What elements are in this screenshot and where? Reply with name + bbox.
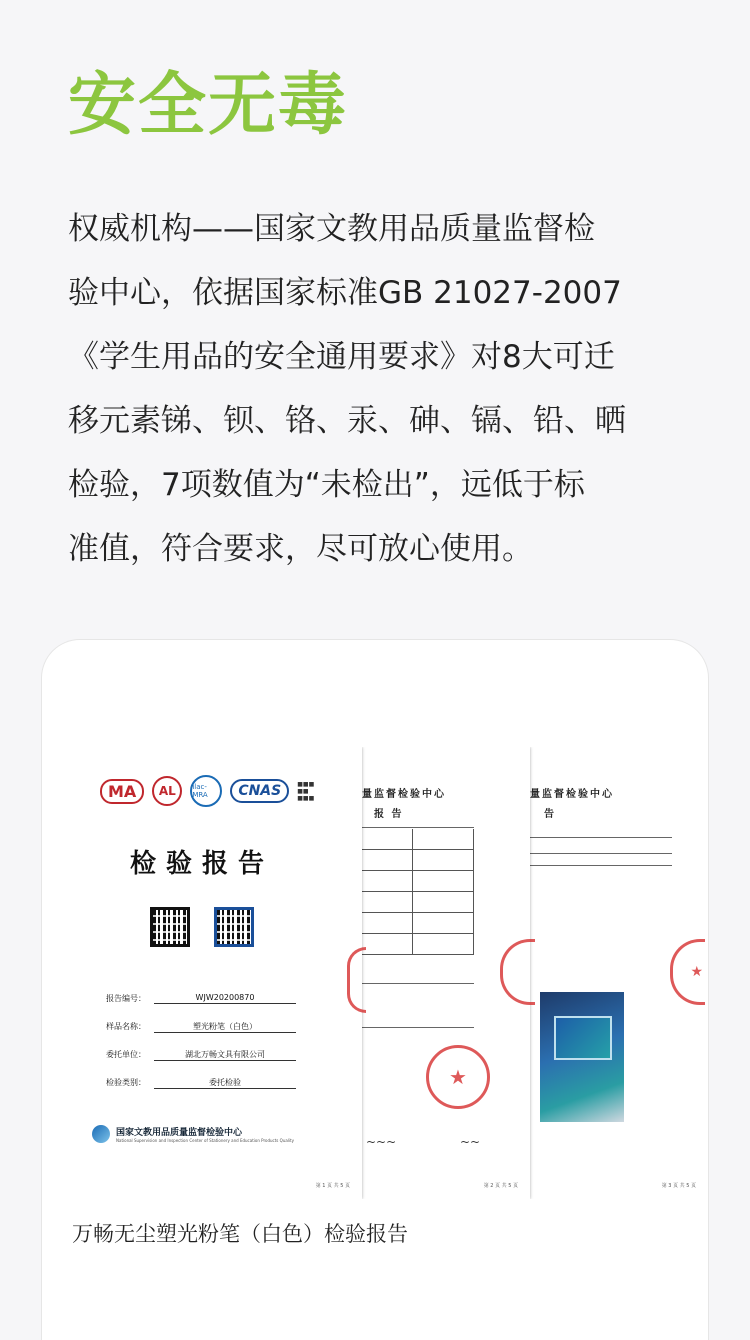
testing-mark-icon: ■■■ ■■ ■■■ xyxy=(297,780,315,802)
description-line: 验中心，依据国家标准GB 21027-2007 xyxy=(68,275,622,311)
report-page-2 xyxy=(362,747,530,1199)
cma-logo: MA xyxy=(100,779,144,804)
report-field: 委托单位： 湖北万畅文具有限公司 xyxy=(106,1049,296,1061)
report-card[interactable] xyxy=(42,640,708,1340)
page-subheader: 告 xyxy=(544,809,556,820)
seal-stamp-icon: ★ xyxy=(670,939,705,1005)
page-number: 第 3 页 共 5 页 xyxy=(661,1183,696,1189)
center-emblem-icon xyxy=(92,1125,110,1143)
info-table xyxy=(362,829,474,955)
qr-code-icon xyxy=(150,907,190,947)
signature: ~~~ xyxy=(366,1135,397,1149)
page-title: 安全无毒 xyxy=(68,66,349,145)
page-number: 第 1 页 共 5 页 xyxy=(315,1183,350,1189)
page-subheader: 报 告 xyxy=(374,809,404,820)
product-photo xyxy=(540,992,624,1122)
description xyxy=(68,197,688,581)
report-caption: 万畅无尘塑光粉笔（白色）检验报告 xyxy=(72,1222,408,1246)
seal-stamp-icon xyxy=(347,947,366,1013)
page-header: 量监督检验中心 xyxy=(362,789,446,800)
product-box-icon xyxy=(554,1016,612,1060)
ilac-logo: ilac-MRA xyxy=(190,775,222,807)
cnas-logo: CNAS xyxy=(230,779,289,803)
description-line: 《学生用品的安全通用要求》对8大可迁 xyxy=(68,339,615,375)
description-line: 准值，符合要求，尽可放心使用。 xyxy=(68,531,533,567)
report-field: 样品名称： 塑光粉笔（白色） xyxy=(106,1021,296,1033)
report-field: 检验类别： 委托检验 xyxy=(106,1077,296,1089)
description-line: 检验，7项数值为“未检出”，远低于标 xyxy=(68,467,585,503)
page-number: 第 2 页 共 5 页 xyxy=(483,1183,518,1189)
report-title: 检验报告 xyxy=(129,849,274,879)
page-header: 量监督检验中心 xyxy=(530,789,614,800)
description-line: 移元素锑、钡、铬、汞、砷、镉、铅、晒 xyxy=(68,403,626,439)
description-line: 权威机构——国家文教用品质量监督检 xyxy=(68,211,595,247)
certification-logos xyxy=(100,775,325,807)
inspection-center-logo: 国家文教用品质量监督检验中心 National Supervision and Inspection Center of Stationery and Education Products Quality xyxy=(92,1125,294,1143)
report-page-3 xyxy=(530,747,708,1199)
signature: ~~ xyxy=(460,1135,481,1149)
report-field: 报告编号： WJW20200870 xyxy=(106,993,296,1004)
qr-code-icon xyxy=(214,907,254,947)
report-image[interactable] xyxy=(42,747,708,1199)
cal-logo: AL xyxy=(152,776,182,806)
seal-stamp-icon xyxy=(500,939,535,1005)
seal-stamp-icon: ★ xyxy=(426,1045,490,1109)
report-page-cover xyxy=(42,747,362,1199)
